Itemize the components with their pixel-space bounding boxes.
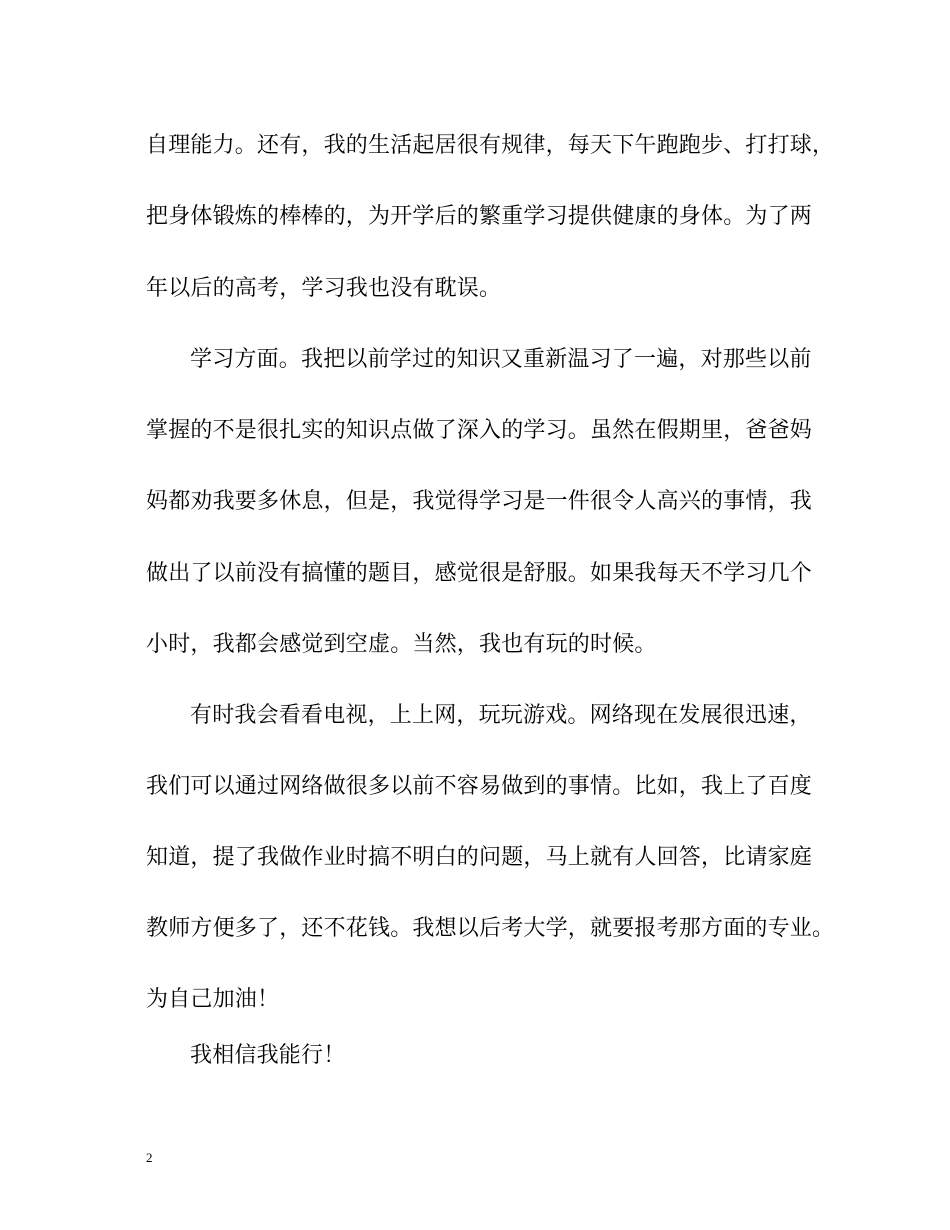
text-line: 妈都劝我要多休息，但是，我觉得学习是一件很令人高兴的事情，我	[146, 489, 813, 514]
text-line: 自理能力。还有，我的生活起居很有规律，每天下午跑跑步、打打球，	[146, 133, 835, 158]
paragraph-start-line: 有时我会看看电视，上上网，玩玩游戏。网络现在发展很迅速，	[190, 703, 812, 728]
text-line: 做出了以前没有搞懂的题目，感觉很是舒服。如果我每天不学习几个	[146, 561, 813, 586]
text-line: 小时，我都会感觉到空虚。当然，我也有玩的时候。	[146, 632, 657, 657]
text-line: 年以后的高考，学习我也没有耽误。	[146, 276, 502, 301]
text-line: 我们可以通过网络做很多以前不容易做到的事情。比如，我上了百度	[146, 774, 813, 799]
page-number: 2	[146, 1150, 153, 1165]
paragraph-start-line: 学习方面。我把以前学过的知识又重新温习了一遍，对那些以前	[190, 347, 812, 372]
text-line: 掌握的不是很扎实的知识点做了深入的学习。虽然在假期里，爸爸妈	[146, 418, 813, 443]
text-line: 为自己加油！	[146, 987, 280, 1012]
text-line: 把身体锻炼的棒棒的，为开学后的繁重学习提供健康的身体。为了两	[146, 204, 813, 229]
text-line: 教师方便多了，还不花钱。我想以后考大学，就要报考那方面的专业。	[146, 916, 835, 941]
paragraph-start-line: 我相信我能行！	[190, 1043, 346, 1068]
text-line: 知道，提了我做作业时搞不明白的问题，马上就有人回答，比请家庭	[146, 845, 813, 870]
